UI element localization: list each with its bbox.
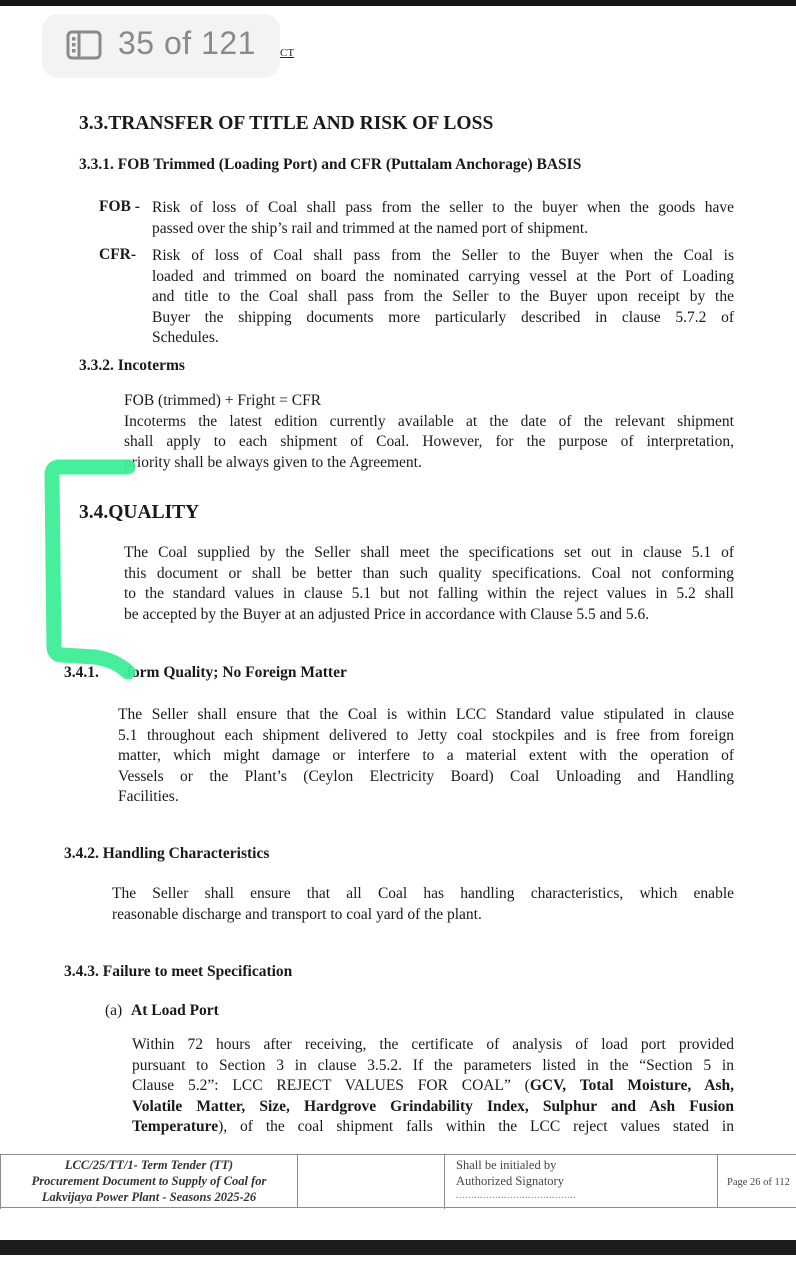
footer-empty-cell — [297, 1155, 444, 1207]
text-line: pursuant to Section 3 in clause 3.5.2. If the parameters listed in the “Section 5 in — [132, 1056, 734, 1074]
heading-text: form Quality; No Foreign Matter — [126, 664, 347, 681]
document-footer — [0, 1154, 796, 1208]
text-line: Buyer the shipping documents more particularly described in clause 5.7.2 of — [152, 308, 734, 326]
fob-label: FOB - — [99, 198, 140, 215]
page-count: 35 of 121 — [118, 25, 256, 61]
text-line: Schedules. — [152, 329, 219, 346]
top-status-bar — [0, 0, 796, 6]
text-line: The Seller shall ensure that the Coal is within LCC Standard value stipulated in clause — [118, 706, 734, 723]
text-line: be accepted by the Buyer at an adjusted Price in accordance with Clause 5.5 and 5.6. — [124, 605, 650, 623]
text-line: to the standard values in clause 5.1 but not falling within the reject values in 5.2 shall — [124, 585, 734, 602]
text-line — [132, 1076, 734, 1097]
text-line — [132, 1117, 734, 1138]
heading-number: 3.4.1. — [64, 664, 99, 681]
text-line: Facilities. — [118, 788, 179, 805]
sidebar-panel-icon — [66, 30, 102, 60]
footer-document-title — [0, 1155, 297, 1209]
signature-dots: ........................................ — [456, 1190, 576, 1201]
text-line: Risk of loss of Coal shall pass from the seller to the buyer when the goods have — [152, 199, 734, 216]
section-3-4-1-heading — [64, 664, 347, 682]
cfr-text — [152, 246, 734, 349]
footer-line: Procurement Document to Supply of Coal for — [31, 1174, 267, 1188]
text-bold: Volatile Matter, Size, Hardgrove Grindability Index, Sulphur and Ash Fusion — [132, 1097, 734, 1115]
text-line: Incoterms the latest edition currently available at the date of the relevant shipment — [124, 412, 734, 430]
text-line: and title to the Coal shall pass from the Seller to the Buyer upon receipt by the — [152, 288, 734, 305]
text-line: passed over the ship’s rail and trimmed at the named port of shipment. — [152, 219, 589, 237]
footer-line: LCC/25/TT/1- Term Tender (TT) — [64, 1158, 234, 1172]
load-port-text — [132, 1035, 734, 1138]
text-normal: ), of the coal shipment falls within the LCC reject values stated in — [218, 1118, 734, 1135]
text-line: Risk of loss of Coal shall pass from the Seller to the Buyer when the Coal is — [152, 247, 734, 264]
page-indicator[interactable] — [42, 14, 280, 78]
text-line: matter, which might damage or interfere to a material extent with the operation of — [118, 747, 734, 764]
item-a-title: At Load Port — [131, 1002, 219, 1019]
text-line: The Seller shall ensure that all Coal has handling characteristics, which enable — [112, 885, 734, 902]
header-fragment: CT — [280, 47, 295, 59]
text-normal: Clause 5.2”: LCC REJECT VALUES FOR COAL” ( — [132, 1077, 530, 1094]
text-line: priority shall be always given to the Agreement. — [124, 453, 422, 471]
item-a-label: (a) — [105, 1002, 123, 1019]
section-3-4-heading: 3.4.QUALITY — [79, 502, 200, 523]
text-line — [132, 1097, 734, 1118]
text-bold: GCV, Total Moisture, Ash, — [529, 1077, 734, 1094]
text-line: shall apply to each shipment of Coal. However, for the purpose of interpretation, — [124, 433, 734, 450]
section-3-4-3-heading: 3.4.3. Failure to meet Specification — [64, 963, 293, 980]
section-3-3-heading: 3.3.TRANSFER OF TITLE AND RISK OF LOSS — [79, 113, 494, 134]
bottom-bar — [0, 1240, 796, 1255]
initial-line-2: Authorized Signatory — [456, 1174, 564, 1188]
text-line: 5.1 throughout each shipment delivered to Jetty coal stockpiles and is free from foreign — [118, 726, 734, 744]
handling-text — [112, 884, 734, 925]
text-line: this document or shall be better than such quality specifications. Coal not conforming — [124, 564, 734, 582]
initial-line-1: Shall be initialed by — [456, 1158, 557, 1172]
quality-text — [124, 543, 734, 625]
incoterms-text — [124, 391, 734, 473]
text-line: Within 72 hours after receiving, the certificate of analysis of load port provided — [132, 1036, 734, 1053]
footer-line: Lakvijaya Power Plant - Seasons 2025-26 — [41, 1190, 257, 1204]
text-bold: Temperature — [132, 1118, 219, 1135]
text-line: Vessels or the Plant’s (Ceylon Electricity Board) Coal Unloading and Handling — [118, 767, 734, 785]
footer-initial-cell — [444, 1155, 717, 1209]
section-3-3-1-heading: 3.3.1. FOB Trimmed (Loading Port) and CFR (Puttalam Anchorage) BASIS — [79, 156, 582, 173]
text-line: The Coal supplied by the Seller shall meet the specifications set out in clause 5.1 of — [124, 544, 734, 561]
footer-page-number: Page 26 of 112 — [717, 1155, 796, 1207]
cfr-label: CFR- — [99, 246, 137, 263]
fob-text — [152, 198, 734, 239]
uniform-quality-text — [118, 705, 734, 808]
text-line: reasonable discharge and transport to coal yard of the plant. — [112, 905, 482, 923]
section-3-3-2-heading: 3.3.2. Incoterms — [79, 357, 185, 374]
section-3-4-2-heading: 3.4.2. Handling Characteristics — [64, 845, 270, 862]
incoterms-formula: FOB (trimmed) + Fright = CFR — [124, 392, 322, 409]
text-line: loaded and trimmed on board the nominated carrying vessel at the Port of Loading — [152, 267, 734, 285]
